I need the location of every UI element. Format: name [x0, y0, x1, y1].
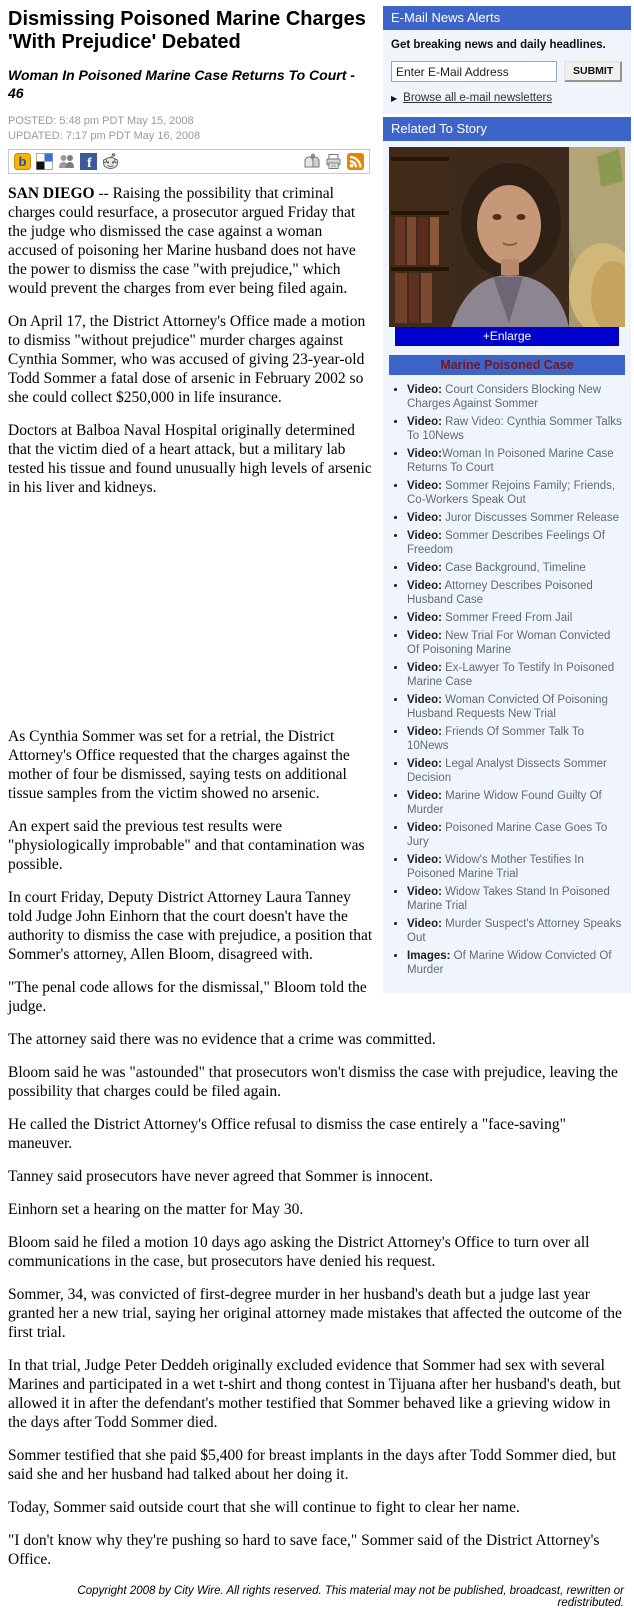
article-paragraph: In that trial, Judge Peter Deddeh originally excluded evidence that Sommer had sex with several Marines and participated in a wet t-shirt and thong contest in Tijuana after her husband's death, but allowed it in after the defendant's mother testified that Sommer behaved like a grieving widow in the days after Todd Sommer died.: [8, 1357, 621, 1431]
article-paragraph: Doctors at Balboa Naval Hospital originally determined that the victim died of a heart attack, but a military lab tested his tissue and found unusually high levels of arsenic in his liver and kidneys.: [8, 422, 372, 496]
case-video-item[interactable]: • Video: Marine Widow Found Guilty Of Murder: [407, 789, 625, 817]
copyright-notice: Copyright 2008 by City Wire. All rights reserved. This material may not be published, broadcast, rewritten or redistributed.: [77, 1585, 624, 1609]
enlarge-button[interactable]: +Enlarge: [395, 327, 619, 346]
article-paragraph: He called the District Attorney's Office refusal to dismiss the case entirely a "face-saving" maneuver.: [8, 1116, 566, 1152]
case-video-item[interactable]: • Video: New Trial For Woman Convicted Of Poisoning Marine: [407, 629, 625, 657]
submit-button[interactable]: SUBMIT: [564, 61, 622, 82]
print-icon[interactable]: [325, 153, 342, 170]
story-photo[interactable]: [389, 147, 625, 327]
article-paragraph: Bloom said he filed a motion 10 days ago asking the District Attorney's Office to turn over all communications in the case, but prosecutors have denied his request.: [8, 1234, 590, 1270]
article-paragraph: As Cynthia Sommer was set for a retrial, the District Attorney's Office requested that the charges against the mother of four be dismissed, saying tests on additional tissue samples from the victim showed no arsenic.: [8, 728, 350, 802]
bebo-icon[interactable]: [14, 153, 31, 170]
article-paragraph: Today, Sommer said outside court that she will continue to fight to clear her name.: [8, 1499, 520, 1516]
facebook-icon[interactable]: [80, 153, 97, 170]
article-subtitle: Woman In Poisoned Marine Case Returns To Court - 46: [8, 67, 355, 101]
arrow-right-icon: ▶: [391, 93, 398, 103]
svg-text:f: f: [87, 156, 92, 170]
email-alerts-header: E-Mail News Alerts: [383, 6, 631, 30]
article-paragraph: In court Friday, Deputy District Attorney Laura Tanney told Judge John Einhorn that the court doesn't have the authority to dismiss the case with prejudice, a position that Sommer's attorney, Allen Bloom, disagreed with.: [8, 889, 373, 963]
rss-icon[interactable]: [347, 153, 364, 170]
article-paragraph: An expert said the previous test results were "physiologically improbable" and that contamination was possible.: [8, 818, 365, 873]
case-video-item[interactable]: • Video:Woman In Poisoned Marine Case Returns To Court: [407, 447, 625, 475]
case-video-item[interactable]: • Images: Of Marine Widow Convicted Of Murder: [407, 949, 625, 977]
reddit-icon[interactable]: [102, 153, 119, 170]
email-alerts-box: [383, 6, 631, 114]
case-video-item[interactable]: • Video: Poisoned Marine Case Goes To Jury: [407, 821, 625, 849]
case-video-item[interactable]: • Video: Legal Analyst Dissects Sommer Decision: [407, 757, 625, 785]
delicious-icon[interactable]: [36, 153, 53, 170]
updated-timestamp: UPDATED: 7:17 pm PDT May 16, 2008: [8, 130, 201, 142]
case-video-item[interactable]: • Video: Case Background, Timeline: [407, 561, 625, 575]
article-paragraph: Sommer, 34, was convicted of first-degree murder in her husband's death but a judge last year granted her a new trial, saying her original attorney made mistakes that affected the outcome of the first trial.: [8, 1286, 622, 1341]
article-paragraph: Tanney said prosecutors have never agreed that Sommer is innocent.: [8, 1168, 434, 1185]
case-video-item[interactable]: • Video: Sommer Freed From Jail: [407, 611, 625, 625]
sidebar: [383, 6, 631, 996]
case-video-item[interactable]: • Video: Sommer Describes Feelings Of Freedom: [407, 529, 625, 557]
case-video-item[interactable]: • Video: Widow's Mother Testifies In Poisoned Marine Trial: [407, 853, 625, 881]
page-title: Dismissing Poisoned Marine Charges 'With Prejudice' Debated: [8, 8, 366, 53]
case-video-item[interactable]: • Video: Widow Takes Stand In Poisoned Marine Trial: [407, 885, 625, 913]
case-video-list: [383, 381, 631, 993]
myspace-icon[interactable]: [58, 153, 75, 170]
article-paragraph: Bloom said he was "astounded" that prosecutors won't dismiss the case with prejudice, leaving the possibility that charges could be filed again.: [8, 1064, 618, 1100]
case-video-item[interactable]: • Video: Court Considers Blocking New Charges Against Sommer: [407, 383, 625, 411]
article-paragraph: The attorney said there was no evidence that a crime was committed.: [8, 1031, 436, 1048]
email-address-input[interactable]: [391, 61, 557, 82]
case-video-item[interactable]: • Video: Juror Discusses Sommer Release: [407, 511, 625, 525]
related-to-story-box: [383, 117, 631, 993]
case-video-item[interactable]: • Video: Murder Suspect's Attorney Speaks Out: [407, 917, 625, 945]
posted-timestamp: POSTED: 5:48 pm PDT May 15, 2008: [8, 115, 194, 127]
article-paragraph: "The penal code allows for the dismissal," Bloom told the judge.: [8, 979, 367, 1015]
case-title: Marine Poisoned Case: [389, 355, 625, 375]
browse-newsletters-link[interactable]: Browse all e-mail newsletters: [403, 92, 553, 104]
share-toolbar: [8, 149, 370, 174]
case-video-item[interactable]: • Video: Raw Video: Cynthia Sommer Talks To 10News: [407, 415, 625, 443]
article-paragraph: Einhorn set a hearing on the matter for May 30.: [8, 1201, 304, 1218]
article-paragraph: Sommer testified that she paid $5,400 for breast implants in the days after Todd Sommer died, but said she and her husband had talked about her doing it.: [8, 1447, 617, 1483]
article-paragraph: SAN DIEGO -- Raising the possibility that criminal charges could resurface, a prosecutor argued Friday that the judge who dismissed the case against a woman accused of poisoning her Marine husband does not have the power to dismiss the case "with prejudice," which would prevent the charges from ever being filed again.: [8, 185, 356, 297]
case-video-item[interactable]: • Video: Sommer Rejoins Family; Friends, Co-Workers Speak Out: [407, 479, 625, 507]
email-alerts-tagline: Get breaking news and daily headlines.: [391, 39, 606, 51]
svg-text:b: b: [18, 154, 27, 169]
case-video-item[interactable]: • Video: Woman Convicted Of Poisoning Husband Requests New Trial: [407, 693, 625, 721]
article-paragraph: "I don't know why they're pushing so hard to save face," Sommer said of the District Attorney's Office.: [8, 1532, 600, 1568]
related-to-story-header: Related To Story: [383, 117, 631, 141]
case-video-item[interactable]: • Video: Ex-Lawyer To Testify In Poisoned Marine Case: [407, 661, 625, 689]
case-video-item[interactable]: • Video: Friends Of Sommer Talk To 10News: [407, 725, 625, 753]
article-paragraph: On April 17, the District Attorney's Office made a motion to dismiss "without prejudice" murder charges against Cynthia Sommer, who was accused of giving 23-year-old Todd Sommer a fatal dose of arsenic in February 2002 so she could collect $250,000 in life insurance.: [8, 313, 366, 406]
email-story-icon[interactable]: [303, 153, 320, 170]
case-video-item[interactable]: • Video: Attorney Describes Poisoned Husband Case: [407, 579, 625, 607]
